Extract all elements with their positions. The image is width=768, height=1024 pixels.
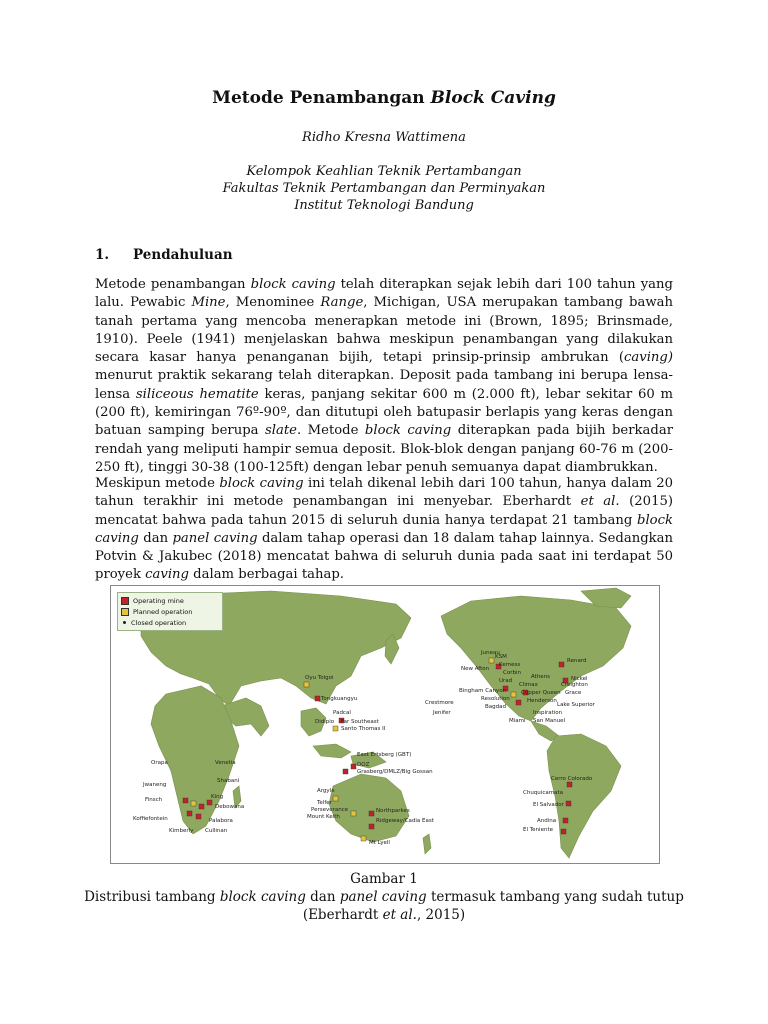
affiliation-line-3: Institut Teknologi Bandung bbox=[294, 198, 474, 213]
svg-text:DOZ: DOZ bbox=[357, 762, 370, 768]
svg-text:Argyle: Argyle bbox=[317, 788, 335, 794]
author: Ridho Kresna Wattimena bbox=[302, 130, 466, 145]
svg-text:Far Southeast: Far Southeast bbox=[341, 719, 379, 725]
svg-text:Santo Thomas II: Santo Thomas II bbox=[341, 726, 386, 732]
planned-swatch bbox=[121, 608, 129, 616]
svg-text:Jenifer: Jenifer bbox=[433, 710, 451, 716]
svg-text:El Teniente: El Teniente bbox=[523, 827, 553, 833]
svg-text:Miami: Miami bbox=[509, 718, 526, 724]
svg-text:Henderson: Henderson bbox=[527, 698, 557, 704]
svg-text:Juneau: Juneau bbox=[481, 650, 500, 656]
svg-text:Andina: Andina bbox=[537, 818, 557, 824]
svg-text:Cerro Colorado: Cerro Colorado bbox=[551, 776, 593, 782]
closed-dot-icon bbox=[123, 621, 126, 624]
world-map-figure bbox=[110, 585, 660, 864]
svg-text:Cullinan: Cullinan bbox=[205, 828, 228, 834]
section-title: Pendahuluan bbox=[133, 247, 233, 263]
svg-text:Resolution: Resolution bbox=[481, 696, 510, 702]
svg-text:King: King bbox=[211, 794, 224, 800]
svg-text:Lake Superior: Lake Superior bbox=[557, 702, 595, 708]
svg-text:Athens: Athens bbox=[531, 674, 551, 680]
svg-text:Chuquicamata: Chuquicamata bbox=[523, 790, 563, 796]
operating-swatch bbox=[121, 597, 129, 605]
svg-text:Urad: Urad bbox=[499, 678, 513, 684]
svg-text:Grasberg/DMLZ/Big Gossan: Grasberg/DMLZ/Big Gossan bbox=[357, 769, 433, 775]
svg-text:Climax: Climax bbox=[519, 682, 538, 688]
svg-text:KSM: KSM bbox=[495, 654, 507, 660]
svg-text:Tongkuangyu: Tongkuangyu bbox=[321, 696, 358, 702]
map-legend bbox=[117, 592, 223, 631]
svg-text:Shabani: Shabani bbox=[217, 778, 240, 784]
svg-text:Palabora: Palabora bbox=[209, 818, 233, 824]
affiliation-line-2: Fakultas Teknik Pertambangan dan Perminyakan bbox=[222, 181, 546, 196]
affiliation-line-1: Kelompok Keahlian Teknik Pertambangan bbox=[246, 164, 522, 179]
paper-title: Metode Penambangan Block Caving bbox=[212, 88, 556, 108]
figure-label: Gambar 1 bbox=[350, 871, 418, 887]
svg-text:Padcal: Padcal bbox=[333, 710, 351, 716]
svg-text:Orapa: Orapa bbox=[151, 760, 168, 766]
svg-text:Mt Lyell: Mt Lyell bbox=[369, 840, 390, 846]
svg-text:Northparkes: Northparkes bbox=[376, 808, 410, 814]
svg-text:Venetia: Venetia bbox=[215, 760, 236, 766]
svg-text:Mount Keith: Mount Keith bbox=[307, 814, 340, 820]
svg-text:Kimberly: Kimberly bbox=[169, 828, 194, 834]
svg-text:Creighton: Creighton bbox=[561, 682, 588, 688]
paragraph-1: Metode penambangan block caving telah diterapkan sejak lebih dari 100 tahun yang lalu. Pewabic Mine, Menominee Range, Michigan, USA merupakan tambang bawah tanah pertama yang mencoba menerapkan metode ini (Brown, 1895; Brinsmade, 1910). Peele (1941) menjelaskan bahwa meskipun penambangan yang dilakukan secara kasar hanya penanganan bijih, tetapi prinsip-prinsip ambrukan (caving) menurut praktik sekarang telah diterapkan. Deposit pada tambang ini berupa lensa-lensa siliceous hematite keras, panjang sekitar 600 m (2.000 ft), lebar sekitar 60 m (200 ft), kemiringan 76º-90º, dan ditutupi oleh batupasir berlapis yang keras dengan batuan samping berupa slate. Metode block caving diterapkan pada bijih berkadar rendah yang meliputi hampir semua deposit. Blok-blok dengan panjang 60-76 m (200-250 ft), tinggi 30-38 (100-125ft) dengan lebar penuh semuanya dapat diambrukkan. bbox=[95, 277, 673, 475]
figure-caption-line-1: Distribusi tambang block caving dan panel caving termasuk tambang yang sudah tutup bbox=[84, 889, 684, 905]
legend-planned: Planned operation bbox=[121, 606, 219, 617]
paragraph-2: Meskipun metode block caving ini telah dikenal lebih dari 100 tahun, hanya dalam 20 tahun terakhir ini metode penambangan ini menyebar. Eberhardt et al. (2015) mencatat bahwa pada tahun 2015 di seluruh dunia hanya terdapat 21 tambang block caving dan panel caving dalam tahap operasi dan 18 dalam tahap lainnya. Sedangkan Potvin & Jakubec (2018) mencatat bahwa di seluruh dunia pada saat ini terdapat 50 proyek caving dalam berbagai tahap. bbox=[95, 476, 674, 583]
svg-text:Grace: Grace bbox=[565, 690, 582, 696]
svg-text:New Afton: New Afton bbox=[461, 666, 490, 672]
svg-text:Perseverance: Perseverance bbox=[311, 807, 349, 813]
svg-text:Debowana: Debowana bbox=[215, 804, 245, 810]
svg-text:Bagdad: Bagdad bbox=[485, 704, 506, 710]
figure-caption-line-2: (Eberhardt et al., 2015) bbox=[302, 907, 466, 923]
svg-text:Nickel: Nickel bbox=[571, 676, 588, 682]
svg-text:Telfer: Telfer bbox=[317, 800, 332, 806]
svg-text:Kemess: Kemess bbox=[499, 662, 521, 668]
svg-text:San Manuel: San Manuel bbox=[533, 718, 566, 724]
svg-text:Finsch: Finsch bbox=[145, 797, 163, 803]
legend-operating: Operating mine bbox=[121, 595, 219, 606]
svg-text:Ridgeway/Cadia East: Ridgeway/Cadia East bbox=[376, 818, 434, 824]
svg-text:Inspiration: Inspiration bbox=[533, 710, 563, 716]
section-number: 1. bbox=[95, 247, 110, 263]
svg-text:Crestmore: Crestmore bbox=[425, 700, 454, 706]
section-heading bbox=[95, 247, 233, 263]
legend-closed: Closed operation bbox=[121, 617, 219, 628]
svg-text:Renard: Renard bbox=[567, 658, 587, 664]
svg-text:El Salvador: El Salvador bbox=[533, 802, 564, 808]
svg-text:Bingham Canyon: Bingham Canyon bbox=[459, 688, 507, 694]
svg-text:Copper Queen: Copper Queen bbox=[521, 690, 561, 696]
svg-text:Koffiefontein: Koffiefontein bbox=[133, 816, 168, 822]
svg-text:East Ertsberg (GBT): East Ertsberg (GBT) bbox=[357, 752, 412, 758]
svg-text:Jwaneng: Jwaneng bbox=[143, 782, 167, 788]
svg-text:Oyu Tolgoi: Oyu Tolgoi bbox=[305, 675, 334, 681]
svg-text:Corbin: Corbin bbox=[503, 670, 521, 676]
svg-text:Didipio: Didipio bbox=[315, 719, 335, 725]
